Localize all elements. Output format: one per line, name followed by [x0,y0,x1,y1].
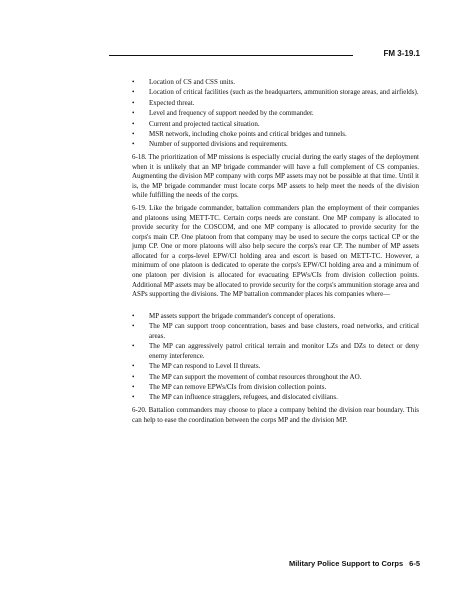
list-item: • Location of CS and CSS units. [149,78,419,88]
document-id: FM 3-19.1 [383,49,420,58]
list-item: • Number of supported divisions and requirements. [149,140,419,150]
list-item: • The MP can support the movement of combat resources throughout the AO. [149,373,419,383]
list-item: • Level and frequency of support needed by the commander. [149,109,419,119]
list-item: • The MP can support troop concentration, bases and base clusters, road networks, and critical areas. [149,322,419,341]
paragraph-6-19: 6-19. Like the brigade commander, battalion commanders plan the employment of their companies and platoons using METT-TC. Certain corps needs are constant. One MP company is allocated to provide security for the COSCOM, and one MP company is allocated to provide security for the corps's main CP. One platoon from that company may be used to secure the corps tactical CP or the jump CP. One or more platoons will also help secure the corps's rear CP. The number of MP assets allocated for a corps-level EPW/CI holding area and escort is based on METT-TC. However, a minimum of one platoon is dedicated to operate the corps's EPW/CI holding area and a minimum of one platoon per division is allocated for evacuating EPWs/CIs from division collection points. Additional MP assets may be allocated to provide security for the corps's ammunition storage area and ASPs supporting the divisions. The MP battalion commander places his companies where— [132,203,419,299]
list-item: • The MP can respond to Level II threats. [149,362,419,372]
considerations-list [132,78,419,150]
paragraph-6-20: 6-20. Battalion commanders may choose to place a company behind the division rear boundary. This can help to ease the coordination between the corps MP and the division MP. [132,405,419,424]
page-footer [289,559,420,568]
header-rule [109,55,353,56]
list-item: • Location of critical facilities (such as the headquarters, ammunition storage areas, and airfields). [149,88,419,98]
list-item: • The MP can remove EPWs/CIs from division collection points. [149,383,419,393]
footer-title: Military Police Support to Corps [288,559,404,568]
list-item: • MSR network, including choke points and critical bridges and tunnels. [149,130,419,140]
paragraph-6-18: 6-18. The prioritization of MP missions is especially crucial during the early stages of the deployment when it is unlikely that an MP brigade commander will have a full complement of CS companies. Augmenting the division MP company with corps MP assets may not be possible at that time. Until it is, the MP brigade commander must locate corps MP assets to help meet the needs of the division while fulfilling the needs of the corps. [132,152,419,200]
page-body [132,78,419,428]
placement-criteria-list [132,312,419,403]
list-item: • Current and projected tactical situation. [149,120,419,130]
list-item: • The MP can aggressively patrol critical terrain and monitor LZs and DZs to detect or deny enemy interference. [149,342,419,361]
list-item: • The MP can influence stragglers, refugees, and dislocated civilians. [149,393,419,403]
list-item: • MP assets support the brigade commander's concept of operations. [149,312,419,322]
page-number: 6-5 [409,559,420,568]
spacer [132,303,419,312]
list-item: • Expected threat. [149,99,419,109]
